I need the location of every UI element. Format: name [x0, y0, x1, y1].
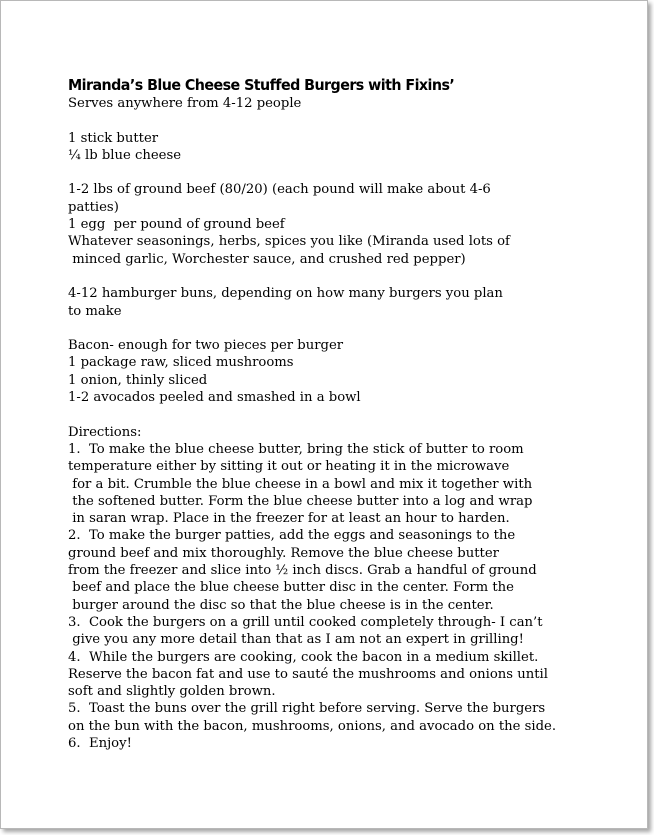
direction-line: Reserve the bacon fat and use to sauté the mushrooms and onions until [68, 666, 548, 682]
spacer [68, 268, 638, 285]
direction-line: for a bit. Crumble the blue cheese in a bowl and mix it together with [68, 476, 533, 492]
spacer [68, 320, 638, 337]
direction-line: soft and slightly golden brown. [68, 684, 276, 700]
recipe-title: Miranda’s Blue Cheese Stuffed Burgers with Fixins’ [68, 76, 455, 94]
ingredient-line: patties) [68, 199, 119, 215]
ingredient-line: 1 egg per pound of ground beef [68, 217, 285, 233]
ingredients-fixins-group [68, 337, 638, 406]
ingredient-line: Bacon- enough for two pieces per burger [68, 338, 344, 354]
direction-line: the softened butter. Form the blue cheese butter into a log and wrap [68, 493, 533, 509]
direction-line: 6. Enjoy! [68, 735, 132, 751]
direction-line: on the bun with the bacon, mushrooms, onions, and avocado on the side. [68, 718, 557, 734]
ingredient-line: Whatever seasonings, herbs, spices you like (Miranda used lots of [68, 234, 510, 250]
ingredient-line: 4-12 hamburger buns, depending on how many burgers you plan [68, 286, 503, 302]
direction-line: 5. Toast the buns over the grill right before serving. Serve the burgers [68, 701, 546, 717]
spacer [68, 406, 638, 423]
serves-line: Serves anywhere from 4-12 people [68, 96, 302, 111]
recipe-page [68, 75, 638, 752]
ingredient-line: minced garlic, Worchester sauce, and crushed red pepper) [68, 251, 466, 267]
ingredient-line: 1-2 avocados peeled and smashed in a bowl [68, 390, 361, 406]
direction-line: from the freezer and slice into ½ inch discs. Grab a handful of ground [68, 563, 537, 579]
ingredient-line: 1 stick butter [68, 130, 159, 146]
directions-heading: Directions: [68, 424, 142, 440]
direction-line: 2. To make the burger patties, add the eggs and seasonings to the [68, 528, 516, 544]
direction-line: give you any more detail than that as I am not an expert in grilling! [68, 632, 524, 648]
ingredient-line: to make [68, 303, 122, 319]
spacer [68, 164, 638, 181]
direction-line: burger around the disc so that the blue cheese is in the center. [68, 597, 494, 613]
direction-line: ground beef and mix thoroughly. Remove the blue cheese butter [68, 545, 499, 561]
direction-line: beef and place the blue cheese butter disc in the center. Form the [68, 580, 514, 596]
spacer [68, 112, 638, 129]
ingredient-line: 1 package raw, sliced mushrooms [68, 355, 294, 371]
ingredient-line: 1 onion, thinly sliced [68, 372, 208, 388]
ingredient-line: 1-2 lbs of ground beef (80/20) (each pound will make about 4-6 [68, 182, 491, 198]
directions-section [68, 424, 638, 753]
ingredients-bun-group [68, 285, 638, 320]
ingredients-butter-group [68, 130, 638, 165]
ingredients-patty-group [68, 181, 638, 267]
direction-line: 3. Cook the burgers on a grill until cooked completely through- I can’t [68, 614, 543, 630]
direction-line: in saran wrap. Place in the freezer for at least an hour to harden. [68, 511, 510, 527]
direction-line: 4. While the burgers are cooking, cook the bacon in a medium skillet. [68, 649, 539, 665]
direction-line: temperature either by sitting it out or heating it in the microwave [68, 459, 510, 475]
direction-line: 1. To make the blue cheese butter, bring the stick of butter to room [68, 441, 524, 457]
ingredient-line: ¼ lb blue cheese [68, 147, 182, 163]
